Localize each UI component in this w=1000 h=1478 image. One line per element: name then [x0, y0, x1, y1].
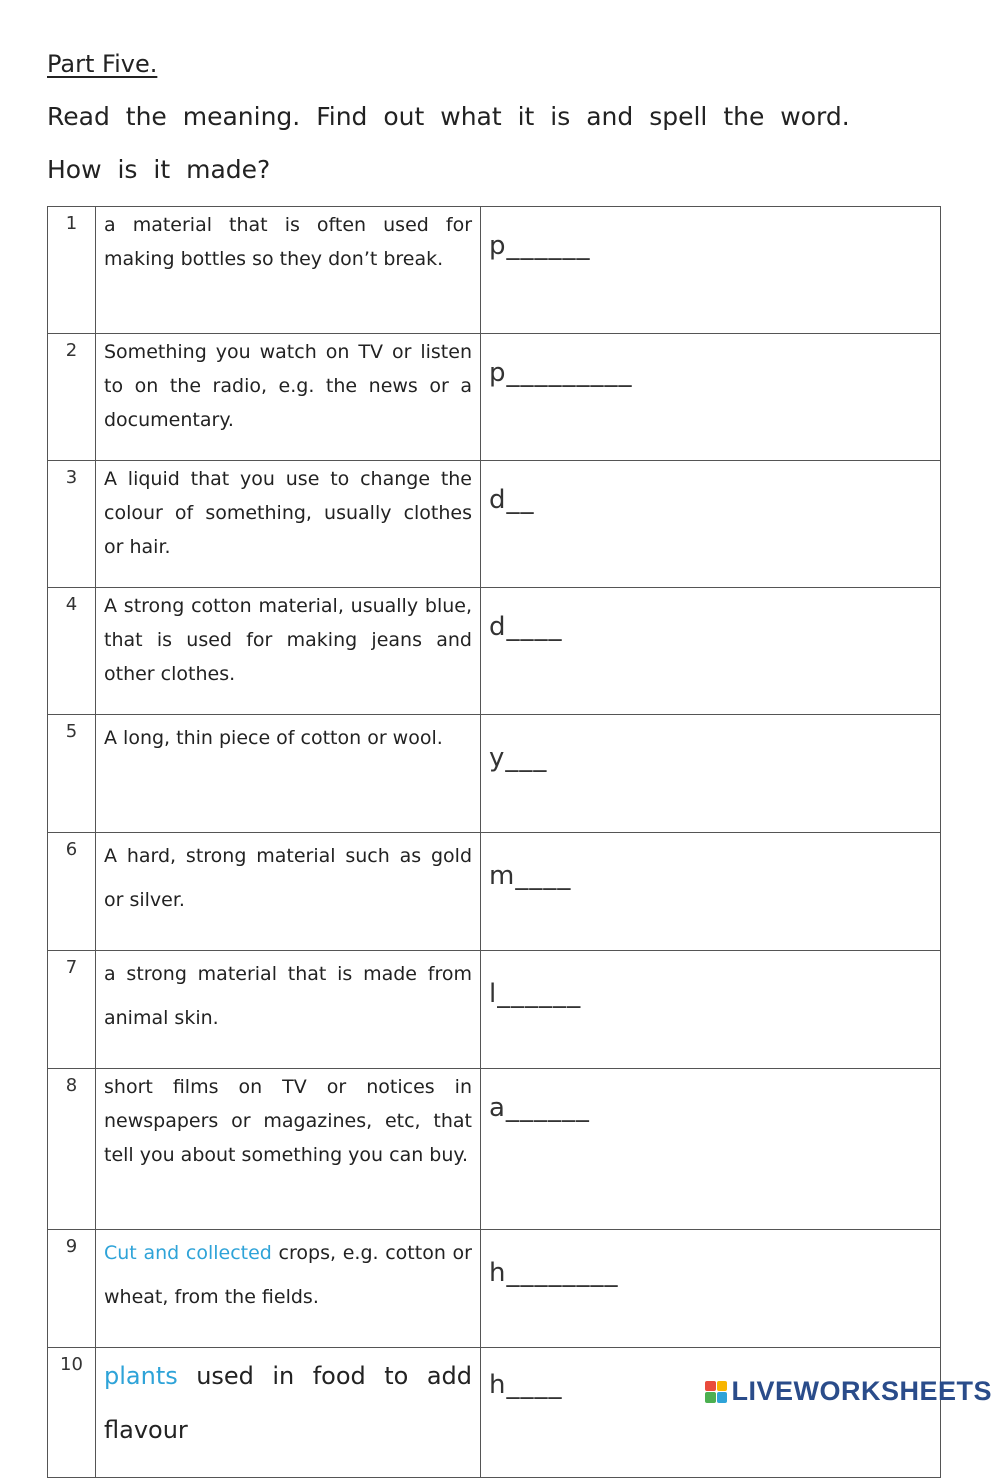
instruction-line-2: How is it made? — [47, 155, 271, 184]
row-number: 10 — [48, 1348, 96, 1478]
row-number: 1 — [48, 207, 96, 334]
table-row — [48, 951, 941, 1069]
table-row — [48, 334, 941, 461]
table-row — [48, 833, 941, 951]
answer-field[interactable]: a______ — [481, 1069, 941, 1230]
answer-field[interactable]: d____ — [481, 588, 941, 715]
definition-cell — [96, 1230, 481, 1348]
row-number: 5 — [48, 715, 96, 833]
instruction-line-1: Read the meaning. Find out what it is and spell the word. — [47, 102, 850, 131]
row-number: 2 — [48, 334, 96, 461]
answer-field[interactable]: m____ — [481, 833, 941, 951]
highlighted-phrase: plants — [104, 1362, 178, 1390]
table-row — [48, 461, 941, 588]
table-row — [48, 1069, 941, 1230]
definition-cell: A long, thin piece of cotton or wool. — [96, 715, 481, 833]
definition-cell: a strong material that is made from animal skin. — [96, 951, 481, 1069]
table-row — [48, 207, 941, 334]
definition-cell: A liquid that you use to change the colour of something, usually clothes or hair. — [96, 461, 481, 588]
row-number: 9 — [48, 1230, 96, 1348]
answer-field[interactable]: d__ — [481, 461, 941, 588]
row-number: 6 — [48, 833, 96, 951]
table-row — [48, 1230, 941, 1348]
row-number: 8 — [48, 1069, 96, 1230]
answer-field[interactable]: p______ — [481, 207, 941, 334]
table-row — [48, 715, 941, 833]
definition-cell: short films on TV or notices in newspapers or magazines, etc, that tell you about something you can buy. — [96, 1069, 481, 1230]
liveworksheets-brand — [705, 1376, 992, 1407]
answer-field[interactable]: h____ — [481, 1348, 941, 1478]
part-title: Part Five. — [47, 50, 158, 78]
brand-name: LIVEWORKSHEETS — [731, 1376, 992, 1406]
definition-cell: A hard, strong material such as gold or silver. — [96, 833, 481, 951]
definition-text: used in food to add flavour — [104, 1362, 472, 1444]
definition-cell: a material that is often used for making bottles so they don’t break. — [96, 207, 481, 334]
vocabulary-table — [47, 206, 941, 1478]
definition-cell: A strong cotton material, usually blue, that is used for making jeans and other clothes. — [96, 588, 481, 715]
answer-field[interactable]: p_________ — [481, 334, 941, 461]
liveworksheets-logo-icon — [705, 1381, 727, 1403]
highlighted-phrase: Cut and collected — [104, 1242, 272, 1264]
table-row — [48, 588, 941, 715]
answer-field[interactable]: l______ — [481, 951, 941, 1069]
answer-field[interactable]: h________ — [481, 1230, 941, 1348]
definition-cell: Something you watch on TV or listen to on the radio, e.g. the news or a documentary. — [96, 334, 481, 461]
answer-field[interactable]: y___ — [481, 715, 941, 833]
definition-text: crops, e.g. cotton or wheat, from the fields. — [104, 1242, 472, 1308]
row-number: 7 — [48, 951, 96, 1069]
row-number: 4 — [48, 588, 96, 715]
row-number: 3 — [48, 461, 96, 588]
